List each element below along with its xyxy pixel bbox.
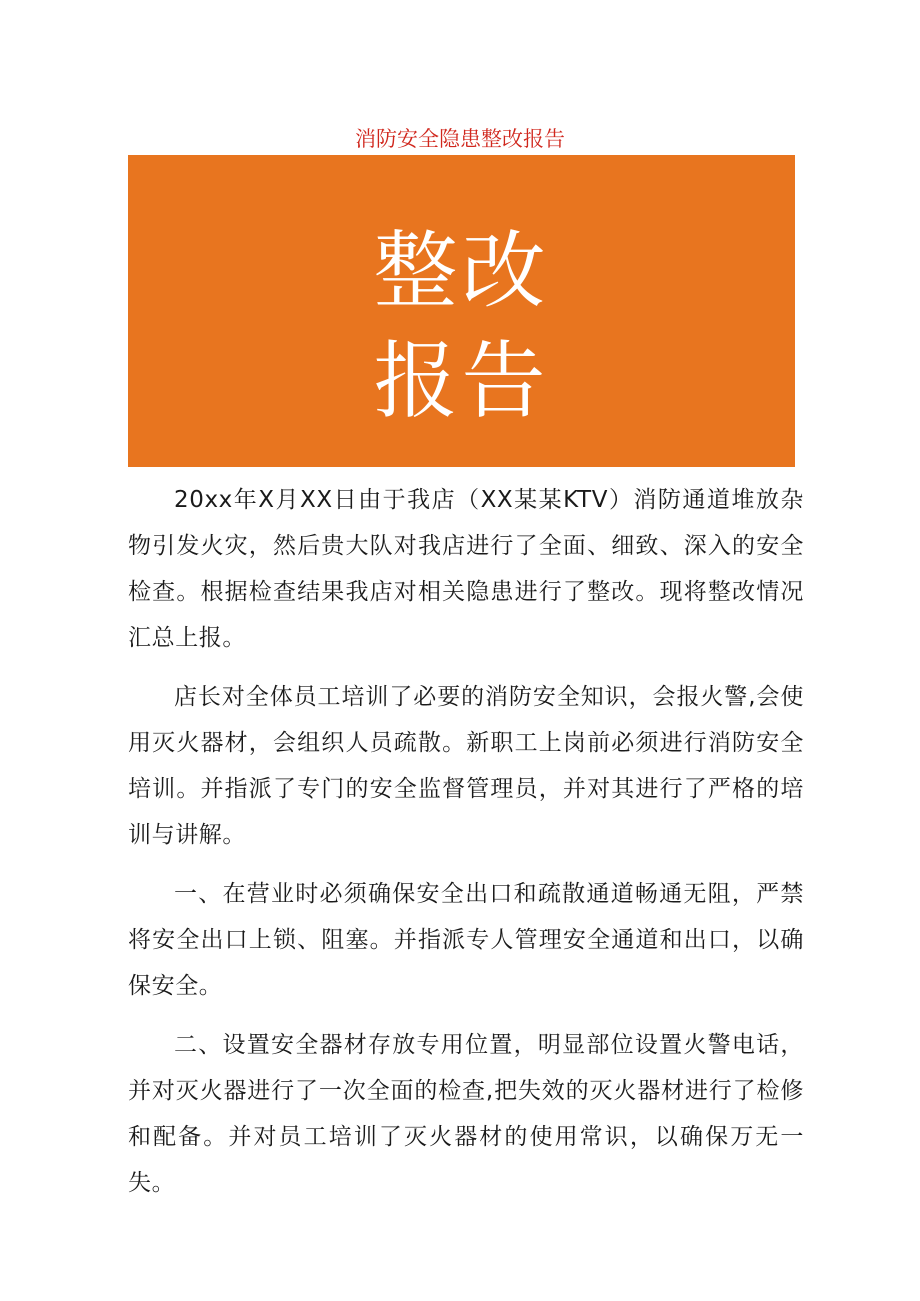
report-body — [128, 477, 804, 1219]
paragraph-intro: 20xx年X月XX日由于我店（XX某某KTV）消防通道堆放杂物引发火灾，然后贵大队对我店进行了全面、细致、深入的安全检查。根据检查结果我店对相关隐患进行了整改。现将整改情况汇总上报。 — [128, 487, 804, 651]
banner-title-line-1: 整改 — [373, 222, 550, 320]
document-title: 消防安全隐患整改报告 — [355, 127, 565, 151]
paragraph-training: 店长对全体员工培训了必要的消防安全知识，会报火警,会使用灭火器材，会组织人员疏散。新职工上岗前必须进行消防安全培训。并指派了专门的安全监督管理员，并对其进行了严格的培训与讲解。 — [128, 684, 804, 848]
banner-title-line-2: 报告 — [373, 332, 550, 430]
paragraph-item-two: 二、设置安全器材存放专用位置，明显部位设置火警电话，并对灭火器进行了一次全面的检查,把失效的灭火器材进行了检修和配备。并对员工培训了灭火器材的使用常识，以确保万无一失。 — [128, 1032, 804, 1196]
paragraph-item-one: 一、在营业时必须确保安全出口和疏散通道畅通无阻，严禁将安全出口上锁、阻塞。并指派专人管理安全通道和出口，以确保安全。 — [128, 881, 804, 999]
cover-banner — [128, 155, 795, 467]
